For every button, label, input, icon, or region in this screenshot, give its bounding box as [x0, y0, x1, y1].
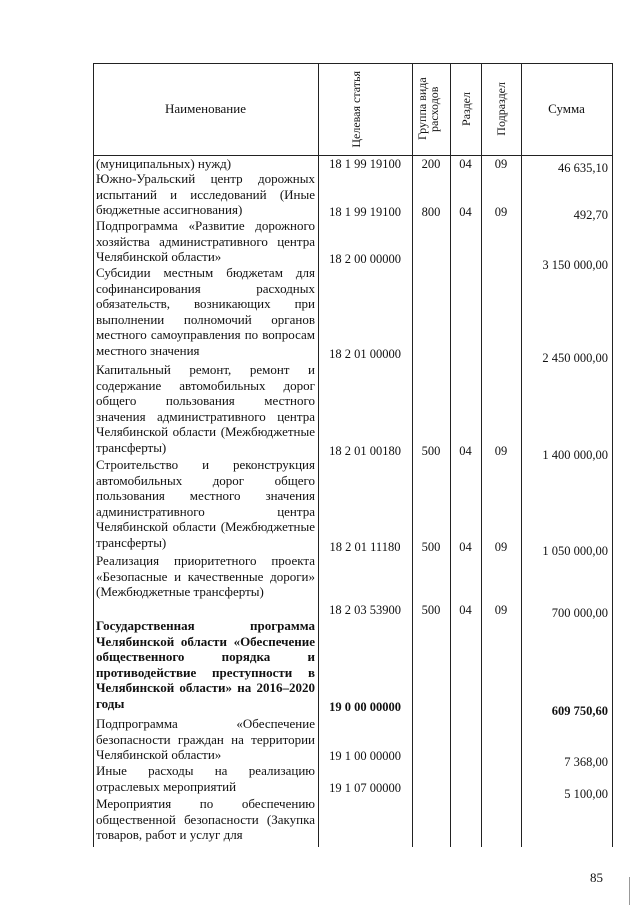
header-sum: Сумма — [548, 101, 585, 116]
col-border-left — [93, 63, 94, 847]
row-3-name: Субсидии местным бюджетам для софинансирования расходных обязательств, возникающих при выполнении полномочий органов местного самоуправления по вопросам местного значения — [96, 265, 315, 358]
row-5-sum: 1 050 000,00 — [542, 544, 608, 558]
page-number: 85 — [590, 870, 603, 885]
header-target-article-cell — [318, 63, 412, 155]
page-edge-mark — [629, 877, 630, 905]
row-4-name: Капитальный ремонт, ремонт и содержание автомобильных дорог общего пользования местного значения административного центра Челябинской области (Межбюджетные трансферты) — [96, 362, 315, 455]
row-0-name: (муниципальных) нужд) — [96, 156, 232, 171]
header-target-article: Целевая статья — [349, 70, 363, 148]
row-3-code: 18 2 01 00000 — [329, 347, 401, 361]
row-5-name: Строительство и реконструкция автомобильных дорог общего пользования местного значения административного центра Челябинской области (Межбюджетные трансферты) — [96, 457, 315, 550]
row-2-code: 18 2 00 00000 — [329, 252, 401, 266]
budget-table — [93, 63, 612, 847]
row-3-sum: 2 450 000,00 — [542, 351, 608, 365]
row-6-group: 500 — [421, 603, 441, 617]
row-7-name: Государственная программа Челябинской области «Обеспечение общественного порядка и противодействие преступности в Челябинской области» на 2016–2020 годы — [96, 618, 315, 711]
row-6-subsection: 09 — [494, 603, 508, 617]
header-section-cell — [450, 63, 481, 155]
row-10-name: Мероприятия по обеспечению общественной безопасности (Закупка товаров, работ и услуг для — [96, 796, 315, 843]
row-7-code: 19 0 00 00000 — [329, 700, 401, 714]
row-5-section: 04 — [459, 540, 472, 554]
row-6-sum: 700 000,00 — [551, 606, 608, 620]
row-1-code: 18 1 99 19100 — [329, 205, 401, 219]
row-1-subsection: 09 — [494, 205, 508, 219]
row-0-group: 200 — [421, 157, 441, 171]
row-0-subsection: 09 — [494, 157, 508, 171]
row-2-name: Подпрограмма «Развитие дорожного хозяйства административного центра Челябинской области» — [96, 218, 315, 265]
row-1-sum: 492,70 — [573, 208, 608, 222]
row-6-section: 04 — [459, 603, 472, 617]
row-0-section: 04 — [459, 157, 472, 171]
header-expense-group: Группа вида расходов — [415, 77, 441, 141]
row-1-name: Южно-Уральский центр дорожных испытаний и исследований (Иные бюджетные ассигнования) — [96, 171, 315, 218]
row-9-name: Иные расходы на реализацию отраслевых мероприятий — [96, 763, 315, 794]
row-4-group: 500 — [421, 444, 441, 458]
row-9-code: 19 1 07 00000 — [329, 781, 401, 795]
header-name: Наименование — [165, 101, 246, 116]
row-1-section: 04 — [459, 205, 472, 219]
row-6-name: Реализация приоритетного проекта «Безопасные и качественные дороги» (Межбюджетные трансферты) — [96, 553, 315, 600]
row-4-code: 18 2 01 00180 — [329, 444, 401, 458]
row-1-group: 800 — [421, 205, 441, 219]
row-4-section: 04 — [459, 444, 472, 458]
row-0-sum: 46 635,10 — [558, 161, 608, 175]
row-8-sum: 7 368,00 — [564, 755, 608, 769]
row-8-name: Подпрограмма «Обеспечение безопасности граждан на территории Челябинской области» — [96, 716, 315, 763]
row-4-subsection: 09 — [494, 444, 508, 458]
row-4-sum: 1 400 000,00 — [542, 448, 608, 462]
col-border-right — [612, 63, 613, 847]
row-5-group: 500 — [421, 540, 441, 554]
row-8-code: 19 1 00 00000 — [329, 749, 401, 763]
header-subsection-cell — [481, 63, 521, 155]
row-6-code: 18 2 03 53900 — [329, 603, 401, 617]
row-5-subsection: 09 — [494, 540, 508, 554]
header-section: Раздел — [458, 92, 473, 126]
row-2-sum: 3 150 000,00 — [542, 258, 608, 272]
header-subsection: Подраздел — [494, 82, 508, 136]
header-expense-group-cell — [412, 63, 450, 155]
row-7-sum: 609 750,60 — [551, 704, 608, 718]
row-5-code: 18 2 01 11180 — [329, 540, 401, 554]
row-0-code: 18 1 99 19100 — [329, 157, 401, 171]
row-9-sum: 5 100,00 — [564, 787, 608, 801]
